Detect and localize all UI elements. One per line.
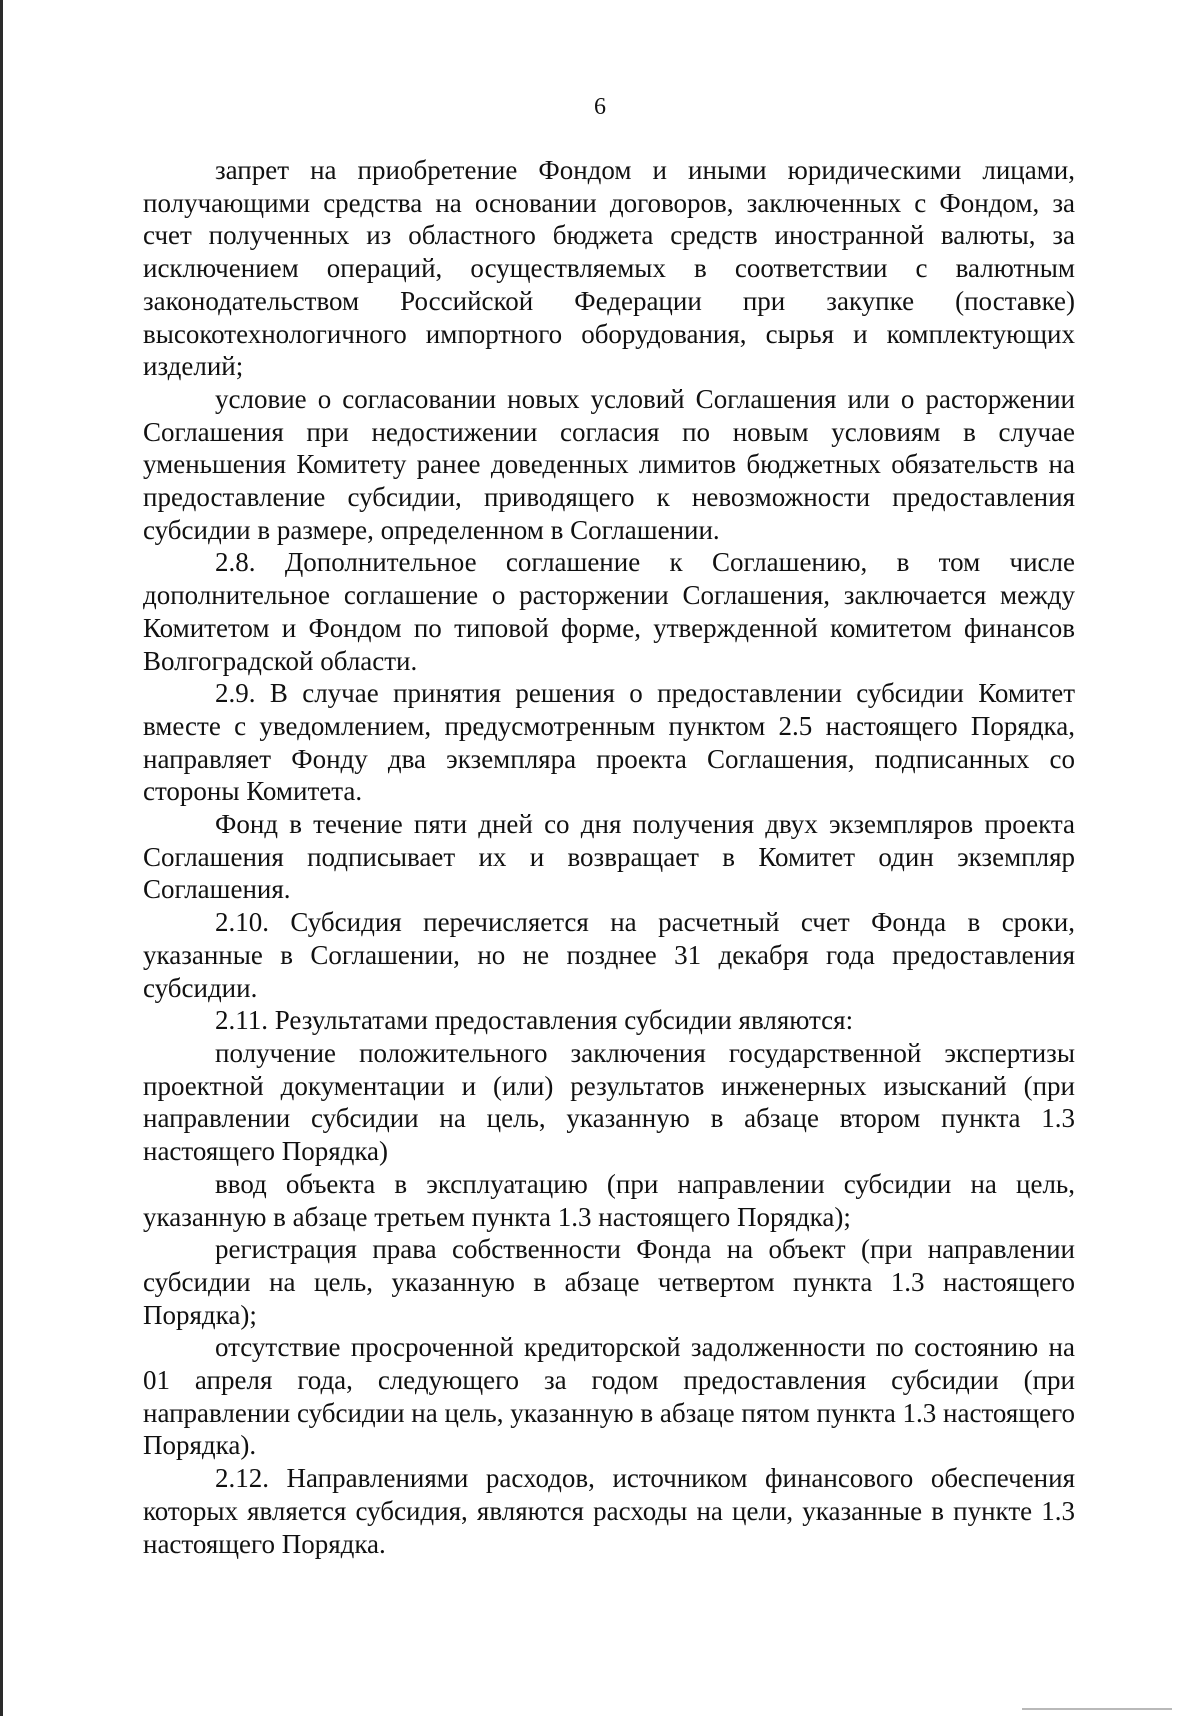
paragraph-agreement-conditions: условие о согласовании новых условий Соглашения или о расторжении Соглашения при недостижении согласия по новым условиям в случае уменьшения Комитету ранее доведенных лимитов бюджетных обязательств на предоставление субсидии, приводящего к невозможности предоставления субсидии в размере, определенном в Соглашении.: [143, 383, 1075, 545]
paragraph-result-commissioning: ввод объекта в эксплуатацию (при направлении субсидии на цель, указанную в абзаце третьем пункта 1.3 настоящего Порядка);: [143, 1168, 1075, 1232]
page-number: 6: [594, 94, 606, 120]
document-body: [143, 154, 1075, 1560]
paragraph-2-9: 2.9. В случае принятия решения о предоставлении субсидии Комитет вместе с уведомлением, предусмотренным пунктом 2.5 настоящего Порядка, направляет Фонду два экземпляра проекта Соглашения, подписанных со стороны Комитета.: [143, 678, 1075, 807]
paragraph-2-12: 2.12. Направлениями расходов, источником финансового обеспечения которых является субсидия, являются расходы на цели, указанные в пункте 1.3 настоящего Порядка.: [143, 1463, 1075, 1559]
paragraph-result-expertise: получение положительного заключения государственной экспертизы проектной документации и (или) результатов инженерных изысканий (при направлении субсидии на цель, указанную в абзаце втором пункта 1.3 настоящего Порядка): [143, 1037, 1075, 1167]
scan-artifact: [1022, 1708, 1172, 1710]
paragraph-2-10: 2.10. Субсидия перечисляется на расчетный счет Фонда в сроки, указанные в Соглашении, но не позднее 31 декабря года предоставления субсидии.: [143, 907, 1075, 1003]
paragraph-2-11: 2.11. Результатами предоставления субсидии являются:: [215, 1005, 854, 1036]
paragraph-result-no-debt: отсутствие просроченной кредиторской задолженности по состоянию на 01 апреля года, следующего за годом предоставления субсидии (при направлении субсидии на цель, указанную в абзаце пятом пункта 1.3 настоящего Порядка).: [143, 1332, 1076, 1461]
paragraph-currency-ban: запрет на приобретение Фондом и иными юридическими лицами, получающими средства на основании договоров, заключенных с Фондом, за счет полученных из областного бюджета средств иностранной валюты, за исключением операций, осуществляемых в соответствии с валютным законодательством Российской Федерации при закупке (поставке) высокотехнологичного импортного оборудования, сырья и комплектующих изделий;: [143, 155, 1075, 382]
paragraph-2-8: 2.8. Дополнительное соглашение к Соглашению, в том числе дополнительное соглашение о расторжении Соглашения, заключается между Комитетом и Фондом по типовой форме, утвержденной комитетом финансов Волгоградской области.: [143, 547, 1075, 676]
paragraph-fund-signing: Фонд в течение пяти дней со дня получения двух экземпляров проекта Соглашения подписывает их и возвращает в Комитет один экземпляр Соглашения.: [143, 809, 1075, 905]
paragraph-result-registration: регистрация права собственности Фонда на объект (при направлении субсидии на цель, указанную в абзаце четвертом пункта 1.3 настоящего Порядка);: [143, 1234, 1075, 1330]
scan-edge: [0, 0, 3, 1716]
